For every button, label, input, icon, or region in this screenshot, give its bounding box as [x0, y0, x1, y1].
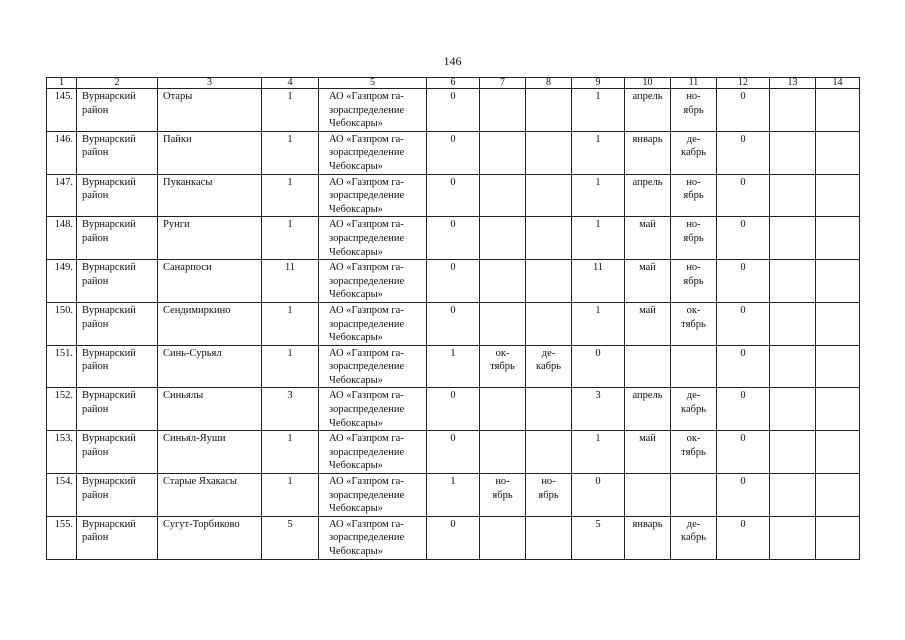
col8-cell: [526, 516, 572, 559]
district-cell-line: район: [82, 404, 109, 416]
col11-cell: [671, 131, 717, 174]
organization-cell-line: АО «Газпром га-: [329, 518, 404, 530]
settlement-cell: Отары: [158, 89, 262, 132]
col6-cell: 0: [427, 174, 480, 217]
col11-cell-line: де-: [686, 133, 701, 145]
district-cell-line: район: [82, 104, 109, 116]
col12-cell: 0: [717, 89, 770, 132]
col8-cell: [526, 345, 572, 388]
col14-cell: [816, 388, 860, 431]
col9-cell: 1: [572, 131, 625, 174]
col4-cell: 3: [262, 388, 319, 431]
col13-cell: [770, 302, 816, 345]
organization-cell-line: зораспределение: [329, 275, 405, 287]
organization-cell: [319, 302, 427, 345]
col7-cell: [480, 217, 526, 260]
organization-cell-line: зораспределение: [329, 404, 405, 416]
column-header-6: 6: [427, 78, 480, 89]
organization-cell-line: Чебоксары»: [329, 460, 383, 472]
col11-cell-line: ябрь: [683, 232, 704, 244]
organization-cell-line: АО «Газпром га-: [329, 262, 404, 274]
settlement-cell: Рунги: [158, 217, 262, 260]
col14-cell: [816, 474, 860, 517]
col9-cell: 0: [572, 474, 625, 517]
district-cell-line: район: [82, 361, 109, 373]
col11-cell-line: де-: [686, 390, 701, 402]
col13-cell: [770, 217, 816, 260]
organization-cell-line: зораспределение: [329, 446, 405, 458]
col8-cell: [526, 388, 572, 431]
district-cell-line: район: [82, 318, 109, 330]
district-cell: [77, 516, 158, 559]
district-cell-line: район: [82, 232, 109, 244]
table-row: [47, 89, 860, 132]
col11-cell-line: ок-: [686, 304, 701, 316]
col13-cell: [770, 345, 816, 388]
settlement-cell: Синьялы: [158, 388, 262, 431]
col12-cell: 0: [717, 345, 770, 388]
table-row: [47, 174, 860, 217]
organization-cell-line: Чебоксары»: [329, 503, 383, 515]
col14-cell: [816, 516, 860, 559]
col10-cell: [625, 345, 671, 388]
column-header-12: 12: [717, 78, 770, 89]
column-header-3: 3: [158, 78, 262, 89]
col14-cell: [816, 217, 860, 260]
col14-cell: [816, 174, 860, 217]
district-cell-line: район: [82, 532, 109, 544]
district-cell-line: Вурнарский: [82, 304, 136, 316]
table-row: [47, 131, 860, 174]
col7-cell: [480, 89, 526, 132]
district-cell: [77, 174, 158, 217]
row-number: 150.: [47, 302, 77, 345]
col4-cell: 5: [262, 516, 319, 559]
settlement-cell: Синь-Сурьял: [158, 345, 262, 388]
col7-cell: [480, 174, 526, 217]
col11-cell: [671, 302, 717, 345]
row-number: 148.: [47, 217, 77, 260]
district-cell-line: Вурнарский: [82, 347, 136, 359]
col11-cell-line: кабрь: [681, 532, 706, 544]
table-row: [47, 260, 860, 303]
district-cell-line: район: [82, 446, 109, 458]
organization-cell-line: Чебоксары»: [329, 203, 383, 215]
col14-cell: [816, 131, 860, 174]
header-row: [47, 78, 860, 89]
settlement-cell: Сендимиркино: [158, 302, 262, 345]
column-header-14: 14: [816, 78, 860, 89]
organization-cell: [319, 474, 427, 517]
col8-cell: [526, 131, 572, 174]
col11-cell-line: но-: [686, 91, 701, 102]
organization-cell: [319, 89, 427, 132]
district-cell-line: Вурнарский: [82, 476, 136, 488]
col11-cell: [671, 388, 717, 431]
organization-cell-line: АО «Газпром га-: [329, 91, 404, 102]
col4-cell: 1: [262, 345, 319, 388]
col14-cell: [816, 345, 860, 388]
col6-cell: 0: [427, 131, 480, 174]
district-cell-line: район: [82, 275, 109, 287]
organization-cell-line: АО «Газпром га-: [329, 304, 404, 316]
district-cell: [77, 217, 158, 260]
col14-cell: [816, 260, 860, 303]
col6-cell: 0: [427, 516, 480, 559]
col4-cell: 11: [262, 260, 319, 303]
col6-cell: 1: [427, 474, 480, 517]
col8-cell: [526, 260, 572, 303]
settlement-cell: Синьял-Яуши: [158, 431, 262, 474]
organization-cell-line: АО «Газпром га-: [329, 390, 404, 402]
col11-cell: [671, 474, 717, 517]
col12-cell: 0: [717, 516, 770, 559]
col8-cell-line: ябрь: [538, 489, 559, 501]
district-cell: [77, 345, 158, 388]
organization-cell-line: АО «Газпром га-: [329, 433, 404, 445]
col7-cell: [480, 474, 526, 517]
organization-cell: [319, 516, 427, 559]
district-cell-line: Вурнарский: [82, 176, 136, 188]
organization-cell: [319, 217, 427, 260]
col10-cell: январь: [625, 131, 671, 174]
col9-cell: 0: [572, 345, 625, 388]
col10-cell: [625, 474, 671, 517]
col8-cell: [526, 302, 572, 345]
column-header-2: 2: [77, 78, 158, 89]
col6-cell: 0: [427, 217, 480, 260]
column-header-4: 4: [262, 78, 319, 89]
col9-cell: 1: [572, 89, 625, 132]
organization-cell-line: АО «Газпром га-: [329, 133, 404, 145]
district-cell-line: Вурнарский: [82, 390, 136, 402]
col10-cell: май: [625, 302, 671, 345]
settlement-cell: Пайки: [158, 131, 262, 174]
col4-cell: 1: [262, 174, 319, 217]
organization-cell-line: Чебоксары»: [329, 332, 383, 344]
col8-cell: [526, 89, 572, 132]
organization-cell-line: Чебоксары»: [329, 118, 383, 130]
col10-cell: январь: [625, 516, 671, 559]
col8-cell-line: но-: [541, 476, 556, 488]
col8-cell: [526, 217, 572, 260]
col12-cell: 0: [717, 174, 770, 217]
col4-cell: 1: [262, 89, 319, 132]
col11-cell: [671, 217, 717, 260]
table-row: [47, 388, 860, 431]
col10-cell: май: [625, 431, 671, 474]
district-cell: [77, 302, 158, 345]
col8-cell: [526, 431, 572, 474]
col11-cell: [671, 345, 717, 388]
col11-cell: [671, 174, 717, 217]
col8-cell: [526, 174, 572, 217]
col6-cell: 0: [427, 431, 480, 474]
col9-cell: 1: [572, 431, 625, 474]
column-header-9: 9: [572, 78, 625, 89]
col11-cell-line: де-: [686, 518, 701, 530]
col12-cell: 0: [717, 388, 770, 431]
organization-cell: [319, 388, 427, 431]
col11-cell-line: кабрь: [681, 147, 706, 159]
row-number: 155.: [47, 516, 77, 559]
district-cell-line: Вурнарский: [82, 262, 136, 274]
col11-cell-line: ок-: [686, 433, 701, 445]
col14-cell: [816, 302, 860, 345]
col10-cell: май: [625, 260, 671, 303]
district-cell-line: Вурнарский: [82, 433, 136, 445]
organization-cell-line: Чебоксары»: [329, 417, 383, 429]
district-cell-line: район: [82, 147, 109, 159]
col9-cell: 1: [572, 217, 625, 260]
col7-cell-line: ябрь: [492, 489, 513, 501]
district-cell-line: район: [82, 489, 109, 501]
organization-cell-line: зораспределение: [329, 232, 405, 244]
col11-cell-line: кабрь: [681, 404, 706, 416]
row-number: 147.: [47, 174, 77, 217]
row-number: 146.: [47, 131, 77, 174]
col6-cell: 1: [427, 345, 480, 388]
col7-cell-line: но-: [495, 476, 510, 488]
row-number: 154.: [47, 474, 77, 517]
col11-cell-line: ябрь: [683, 275, 704, 287]
organization-cell-line: зораспределение: [329, 489, 405, 501]
settlement-cell: Сугут-Торбиково: [158, 516, 262, 559]
organization-cell-line: АО «Газпром га-: [329, 476, 404, 488]
col10-cell: май: [625, 217, 671, 260]
col4-cell: 1: [262, 431, 319, 474]
column-header-13: 13: [770, 78, 816, 89]
district-cell-line: район: [82, 190, 109, 202]
col13-cell: [770, 516, 816, 559]
column-header-5: 5: [319, 78, 427, 89]
col6-cell: 0: [427, 388, 480, 431]
col11-cell: [671, 89, 717, 132]
column-header-10: 10: [625, 78, 671, 89]
organization-cell-line: АО «Газпром га-: [329, 347, 404, 359]
col6-cell: 0: [427, 89, 480, 132]
col14-cell: [816, 431, 860, 474]
col11-cell-line: ябрь: [683, 104, 704, 116]
table-row: [47, 474, 860, 517]
col11-cell-line: тябрь: [681, 446, 706, 458]
organization-cell: [319, 260, 427, 303]
organization-cell-line: зораспределение: [329, 361, 405, 373]
district-cell-line: Вурнарский: [82, 91, 136, 102]
col13-cell: [770, 260, 816, 303]
district-cell: [77, 89, 158, 132]
column-header-11: 11: [671, 78, 717, 89]
col7-cell: [480, 345, 526, 388]
col11-cell: [671, 431, 717, 474]
organization-cell: [319, 345, 427, 388]
district-cell-line: Вурнарский: [82, 219, 136, 231]
row-number: 149.: [47, 260, 77, 303]
col9-cell: 1: [572, 302, 625, 345]
table-row: [47, 345, 860, 388]
district-cell: [77, 131, 158, 174]
col13-cell: [770, 474, 816, 517]
col8-cell-line: де-: [541, 347, 556, 359]
table-row: [47, 217, 860, 260]
col4-cell: 1: [262, 474, 319, 517]
col6-cell: 0: [427, 260, 480, 303]
row-number: 153.: [47, 431, 77, 474]
column-header-8: 8: [526, 78, 572, 89]
settlement-cell: Старые Яхакасы: [158, 474, 262, 517]
col12-cell: 0: [717, 260, 770, 303]
organization-cell-line: зораспределение: [329, 532, 405, 544]
col9-cell: 1: [572, 174, 625, 217]
col13-cell: [770, 388, 816, 431]
organization-cell-line: АО «Газпром га-: [329, 219, 404, 231]
organization-cell-line: Чебоксары»: [329, 374, 383, 386]
organization-cell-line: зораспределение: [329, 318, 405, 330]
col11-cell-line: ябрь: [683, 190, 704, 202]
col13-cell: [770, 131, 816, 174]
col7-cell: [480, 431, 526, 474]
organization-cell-line: зораспределение: [329, 190, 405, 202]
district-cell: [77, 388, 158, 431]
col7-cell: [480, 131, 526, 174]
district-cell-line: Вурнарский: [82, 133, 136, 145]
col10-cell: апрель: [625, 174, 671, 217]
organization-cell-line: Чебоксары»: [329, 246, 383, 258]
organization-cell-line: Чебоксары»: [329, 546, 383, 557]
col12-cell: 0: [717, 217, 770, 260]
district-cell-line: Вурнарский: [82, 518, 136, 530]
col6-cell: 0: [427, 302, 480, 345]
col7-cell: [480, 302, 526, 345]
organization-cell-line: АО «Газпром га-: [329, 176, 404, 188]
col7-cell-line: тябрь: [490, 361, 515, 373]
table-row: [47, 516, 860, 559]
col11-cell: [671, 260, 717, 303]
col7-cell: [480, 388, 526, 431]
organization-cell-line: Чебоксары»: [329, 160, 383, 172]
organization-cell-line: Чебоксары»: [329, 289, 383, 301]
col14-cell: [816, 89, 860, 132]
col13-cell: [770, 89, 816, 132]
col13-cell: [770, 431, 816, 474]
row-number: 151.: [47, 345, 77, 388]
col11-cell: [671, 516, 717, 559]
settlement-cell: Санарпоси: [158, 260, 262, 303]
col12-cell: 0: [717, 131, 770, 174]
col7-cell: [480, 516, 526, 559]
col9-cell: 3: [572, 388, 625, 431]
organization-cell: [319, 174, 427, 217]
col11-cell-line: но-: [686, 219, 701, 231]
column-header-1: 1: [47, 78, 77, 89]
col11-cell-line: тябрь: [681, 318, 706, 330]
col4-cell: 1: [262, 131, 319, 174]
organization-cell-line: зораспределение: [329, 147, 405, 159]
col12-cell: 0: [717, 431, 770, 474]
page-number: 146: [443, 54, 462, 68]
row-number: 145.: [47, 89, 77, 132]
col12-cell: 0: [717, 302, 770, 345]
row-number: 152.: [47, 388, 77, 431]
col10-cell: апрель: [625, 388, 671, 431]
col11-cell-line: но-: [686, 176, 701, 188]
col8-cell: [526, 474, 572, 517]
district-cell: [77, 260, 158, 303]
district-cell: [77, 474, 158, 517]
table-body: [47, 89, 860, 560]
col8-cell-line: кабрь: [536, 361, 561, 373]
settlement-cell: Пуканкасы: [158, 174, 262, 217]
organization-cell-line: зораспределение: [329, 104, 405, 116]
column-header-7: 7: [480, 78, 526, 89]
col11-cell-line: но-: [686, 262, 701, 274]
col9-cell: 5: [572, 516, 625, 559]
col7-cell-line: ок-: [495, 347, 510, 359]
table-row: [47, 431, 860, 474]
col12-cell: 0: [717, 474, 770, 517]
col4-cell: 1: [262, 302, 319, 345]
col4-cell: 1: [262, 217, 319, 260]
table-row: [47, 302, 860, 345]
organization-cell: [319, 131, 427, 174]
col13-cell: [770, 174, 816, 217]
col7-cell: [480, 260, 526, 303]
col9-cell: 11: [572, 260, 625, 303]
organization-cell: [319, 431, 427, 474]
col10-cell: апрель: [625, 89, 671, 132]
district-cell: [77, 431, 158, 474]
program-table: [46, 77, 860, 560]
